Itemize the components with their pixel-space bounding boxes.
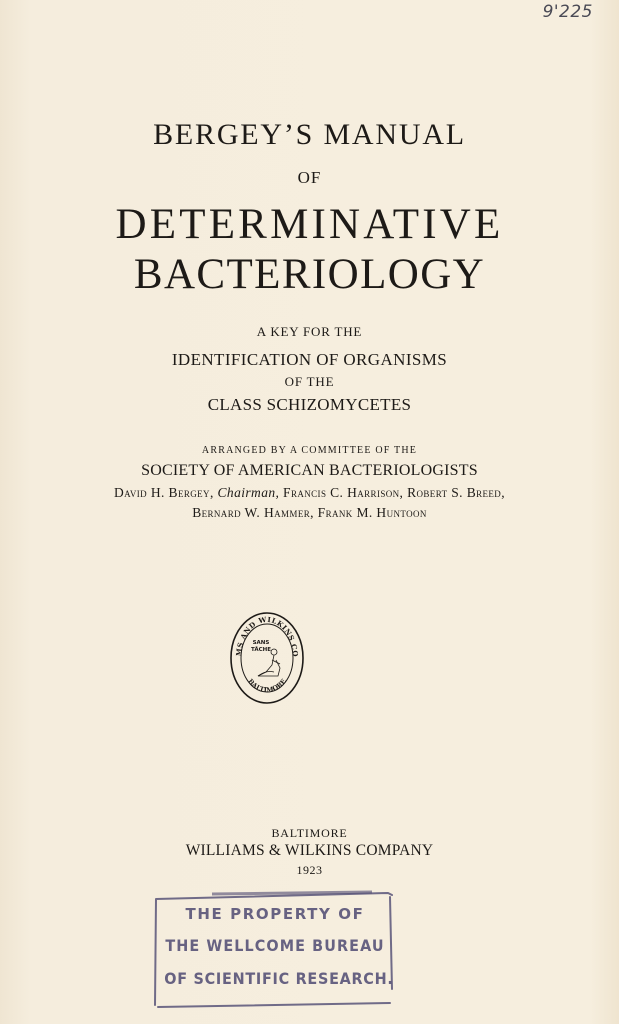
svg-text:BALTIMORE (246, 677, 287, 694)
committee-members-line-2: Bernard W. Hammer, Frank M. Huntoon (192, 505, 427, 520)
title-line-1: BERGEY’S MANUAL (153, 118, 466, 151)
stamp-line-3: OF SCIENTIFIC RESEARCH. (164, 969, 394, 988)
society-name: SOCIETY OF AMERICAN BACTERIOLOGISTS (141, 462, 478, 479)
title-line-2: OF (297, 168, 322, 187)
stamp-line-2: THE WELLCOME BUREAU (165, 936, 385, 955)
subtitle-line-3: OF THE (284, 374, 335, 389)
seal-figure-icon (258, 649, 280, 676)
stamp-line-1: THE PROPERTY OF (185, 905, 365, 923)
imprint-publisher: WILLIAMS & WILKINS COMPANY (185, 842, 434, 859)
title-line-3: DETERMINATIVE (115, 201, 504, 248)
subtitle-line-1: A KEY FOR THE (256, 324, 363, 339)
seal-top-text: MS AND WILKINS CO (233, 614, 301, 658)
imprint-city: BALTIMORE (271, 826, 348, 840)
subtitle-line-2: IDENTIFICATION OF ORGANISMS (171, 350, 448, 369)
library-ownership-stamp (152, 889, 398, 1013)
committee-intro: ARRANGED BY A COMMITTEE OF THE (201, 445, 418, 456)
members-rest: Francis C. Harrison, Robert S. Breed, (283, 485, 505, 500)
member-bergey: David H. Bergey, (114, 485, 214, 500)
subtitle-line-4: CLASS SCHIZOMYCETES (207, 395, 412, 414)
publisher-seal-logo (228, 610, 306, 706)
seal-bottom-text: BALTIMORE (246, 677, 288, 695)
seal-motto-1: SANS (252, 640, 270, 646)
handwritten-shelfmark: 9'225 (542, 2, 593, 22)
imprint-year: 1923 (296, 863, 323, 877)
committee-members-line-1 (0, 485, 619, 501)
chairman-role: Chairman, (217, 485, 280, 500)
title-line-4: BACTERIOLOGY (133, 251, 486, 298)
seal-motto-2: TÂCHE (251, 647, 271, 653)
